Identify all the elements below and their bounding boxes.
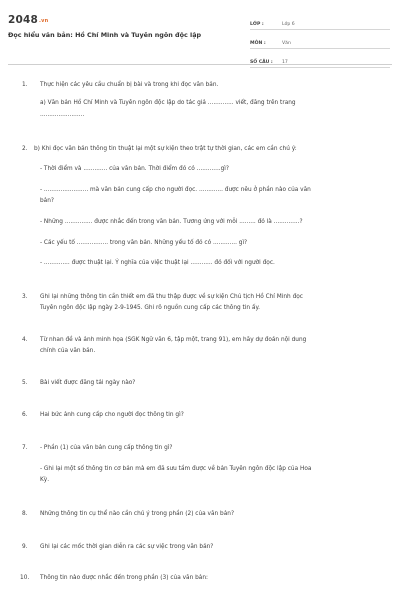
meta-count-label: SỐ CÂU :	[250, 60, 273, 65]
worksheet-title: Đọc hiểu văn bản: Hồ Chí Minh và Tuyên ngôn độc lập	[8, 31, 202, 39]
question-text: Những thông tin cụ thể nào cần chú ý trong phần (2) của văn bản?	[40, 511, 235, 517]
question-text: chính của văn bản.	[40, 348, 96, 354]
question-text: - ........................ mà văn bản cung cấp cho người đọc. ............. được nêu ở phần nào của văn	[40, 187, 311, 193]
question-text: - Các yếu tố ................. trong văn bản. Những yếu tố đó có ............. gì?	[40, 240, 248, 246]
meta-subject-value: Văn	[282, 41, 291, 46]
question-text: Từ nhan đề và ảnh minh họa (SGK Ngữ văn 6, tập một, trang 91), em hãy dự đoán nội dung	[40, 337, 307, 343]
question-text: Ghi lại những thông tin cần thiết em đã thu thập được về sự kiện Chủ tịch Hồ Chí Minh đọc	[40, 294, 303, 300]
question-text: bản?	[40, 198, 54, 204]
question-text: Tuyên ngôn độc lập ngày 2-9-1945. Ghi rõ nguồn cung cấp các thông tin ấy.	[40, 305, 260, 311]
question-number: 6.	[22, 412, 28, 418]
question-text: b) Khi đọc văn bản thông tin thuật lại một sự kiện theo trật tự thời gian, các em cần chú ý:	[34, 146, 297, 152]
meta-count-value: 17	[282, 60, 288, 65]
question-text: - Thời điểm và ............. của văn bản. Thời điểm đó có .............gì?	[40, 166, 229, 172]
question-number: 5.	[22, 380, 28, 386]
question-number: 3.	[22, 294, 28, 300]
question-text: - .............. được thuật lại. Ý nghĩa của việc thuật lại ............ đó đối với người đọc.	[40, 260, 275, 266]
question-number: 8.	[22, 511, 28, 517]
question-number: 7.	[22, 445, 28, 451]
meta-class-label: LỚP :	[250, 22, 264, 27]
question-text: Thông tin nào được nhắc đến trong phần (3) của văn bản:	[40, 575, 208, 581]
question-text: - Ghi lại một số thông tin cơ bản mà em đã sưu tầm được về bản Tuyên ngôn độc lập của Hoa	[40, 466, 312, 472]
question-text: Ghi lại các mốc thời gian diễn ra các sự việc trong văn bản?	[40, 544, 214, 550]
logo-suffix: .vn	[39, 18, 49, 24]
question-text: ........................	[40, 112, 85, 118]
question-number: 10.	[20, 575, 30, 581]
question-text: Thực hiện các yêu cầu chuẩn bị bài và trong khi đọc văn bản.	[40, 82, 219, 88]
question-number: 4.	[22, 337, 28, 343]
question-number: 9.	[22, 544, 28, 550]
meta-class-value: Lớp 6	[282, 22, 295, 27]
question-number: 1.	[22, 82, 28, 88]
question-text: a) Văn bản Hồ Chí Minh và Tuyên ngôn độc lập do tác giả .............. viết, đăng trên trang	[40, 100, 296, 106]
question-text: Bài viết được đăng tải ngày nào?	[40, 380, 136, 386]
meta-subject-label: MÔN :	[250, 41, 266, 46]
question-text: Kỳ.	[40, 477, 50, 483]
question-text: Hai bức ảnh cung cấp cho người đọc thông tin gì?	[40, 412, 184, 418]
logo-main: 2048	[8, 14, 39, 26]
question-text: - Phần (1) của văn bản cung cấp thông tin gì?	[40, 445, 173, 451]
question-text: - Những ............... được nhắc đến trong văn bản. Tương ứng với mỗi ......... đó là ..............?	[40, 219, 303, 225]
question-number: 2.	[22, 146, 28, 152]
